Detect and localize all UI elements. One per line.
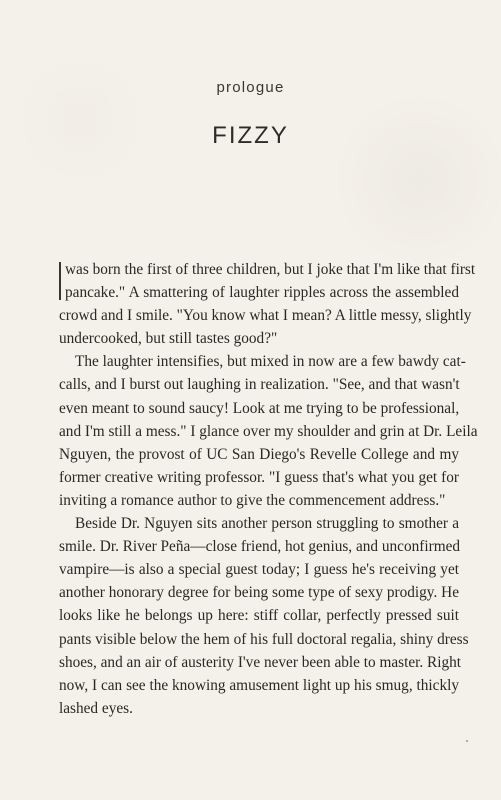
text-line: calls, and I burst out laughing in realization. "See, and that wasn't: [59, 376, 460, 394]
text-line: lashed eyes.: [59, 699, 133, 717]
text-line: pancake." A smattering of laughter ripples across the assembled: [65, 284, 459, 302]
text-line: looks like he belongs up here: stiff collar, perfectly pressed suit: [59, 607, 459, 625]
text-line: was born the first of three children, but I joke that I'm like that first: [65, 261, 476, 278]
section-label: prologue: [216, 79, 285, 96]
text-line: now, I can see the knowing amusement light up his smug, thickly: [59, 676, 459, 694]
text-line: and I'm still a mess." I glance over my shoulder and grin at Dr. Leila: [59, 422, 478, 440]
paragraph-2: [59, 350, 478, 512]
page-speck: [466, 740, 468, 742]
text-line: The laughter intensifies, but mixed in now are a few bawdy cat-: [75, 353, 466, 371]
text-line: Beside Dr. Nguyen sits another person struggling to smother a: [75, 515, 459, 533]
text-line: smile. Dr. River Peña—close friend, hot genius, and unconfirmed: [59, 538, 461, 556]
text-line: crowd and I smile. "You know what I mean? A little messy, slightly: [59, 307, 472, 325]
paragraph-1: [59, 258, 476, 350]
text-line: another honorary degree for being some type of sexy prodigy. He: [59, 584, 459, 602]
text-line: undercooked, but still tastes good?": [59, 330, 278, 348]
chapter-title: FIZZY: [212, 122, 289, 149]
text-line: pants visible below the hem of his full doctoral regalia, shiny dress: [59, 630, 469, 648]
text-line: shoes, and an air of austerity I've never been able to master. Right: [59, 653, 462, 671]
text-line: even meant to sound saucy! Look at me trying to be professional,: [59, 399, 460, 417]
text-line: inviting a romance author to give the commencement address.": [59, 491, 446, 509]
body-text: [59, 258, 478, 720]
drop-cap-bar: [59, 262, 61, 300]
text-line: vampire—is also a special guest today; I guess he's receiving yet: [59, 561, 459, 579]
text-line: former creative writing professor. "I guess that's what you get for: [59, 468, 459, 486]
text-line: Nguyen, the provost of UC San Diego's Revelle College and my: [59, 445, 459, 463]
paragraph-3: [59, 512, 469, 720]
